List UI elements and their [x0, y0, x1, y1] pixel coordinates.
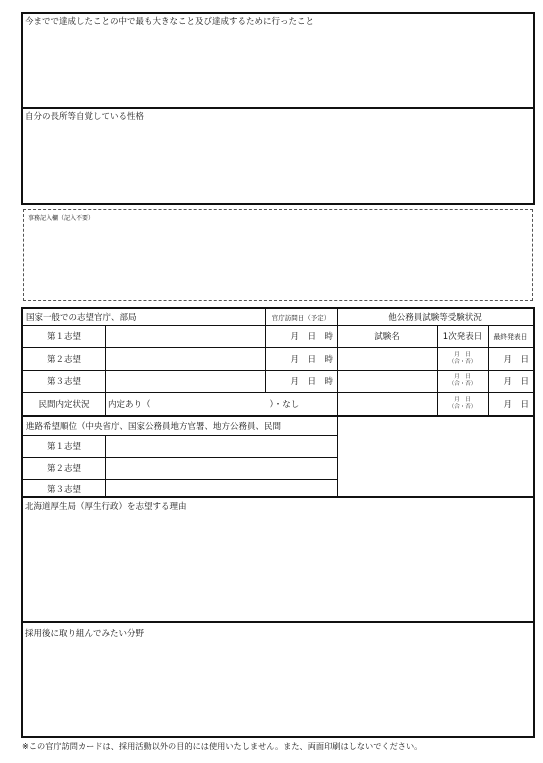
career-1-input[interactable] — [105, 435, 337, 457]
exam-3-first-pass-fail: （合・否） — [448, 403, 477, 410]
strengths-answer-area[interactable] — [23, 125, 533, 203]
achievement-label: 今までで達成したことの中で最も大きなこと及び達成するために行ったこと — [25, 17, 315, 27]
motivation-label: 北海道厚生局（厚生行政）を志望する理由 — [25, 502, 187, 512]
exam-1-final-date[interactable]: 月 日 — [503, 354, 529, 365]
first-result-header: 1次発表日 — [442, 332, 483, 342]
career-2-label: 第２志望 — [46, 464, 81, 474]
future-field-answer-area[interactable] — [23, 641, 533, 736]
private-offer-value[interactable]: 内定あり（ ）・なし — [108, 399, 300, 410]
motivation-section — [21, 496, 535, 623]
future-field-label: 採用後に取り組んでみたい分野 — [25, 629, 145, 639]
choice-1-input[interactable] — [105, 325, 265, 347]
exam-1-first-result[interactable] — [437, 347, 488, 370]
choice-2-input[interactable] — [105, 347, 265, 370]
achievement-answer-area[interactable] — [23, 30, 533, 107]
career-preference-header: 進路希望順位（中央省庁、国家公務員地方官署、地方公務員、民間 — [26, 421, 282, 432]
exam-2-name-input[interactable] — [337, 370, 437, 392]
strengths-label: 自分の長所等自覚している性格 — [25, 112, 145, 122]
future-field-section — [21, 621, 535, 738]
exam-2-first-pass-fail: （合・否） — [448, 381, 477, 387]
motivation-answer-area[interactable] — [23, 514, 533, 621]
choice-1-visit-date[interactable]: 月 日 時 — [290, 332, 333, 342]
choice-2-visit-date[interactable]: 月 日 時 — [290, 354, 333, 365]
exam-1-name-input[interactable] — [337, 347, 437, 370]
choice-header-title: 国家一般での志望官庁、部局 — [26, 313, 137, 323]
choice-1-label: 第１志望 — [46, 332, 81, 342]
visit-date-header: 官庁訪問日（予定） — [271, 313, 331, 322]
footer-note: ※この官庁訪問カードは、採用活動以外の目的には使用いたしません。また、両面印刷はしないでください。 — [22, 741, 423, 751]
exam-3-final-date[interactable]: 月 日 — [503, 399, 529, 410]
exam-name-header: 試験名 — [374, 332, 400, 342]
choice-3-label: 第３志望 — [46, 377, 81, 387]
private-offer-label: 民間内定状況 — [38, 399, 90, 410]
achievement-section — [21, 12, 535, 109]
final-result-header: 最終発表日 — [493, 333, 528, 341]
career-1-label: 第１志望 — [46, 442, 81, 452]
exam-3-name-input[interactable] — [337, 392, 437, 415]
career-3-label: 第３志望 — [46, 484, 81, 495]
exam-status-header: 他公務員試験等受験状況 — [388, 313, 482, 323]
choices-table — [21, 307, 535, 498]
career-2-input[interactable] — [105, 457, 337, 479]
exam-1-first-date: 月 日 — [454, 351, 471, 358]
exam-2-final-date[interactable]: 月 日 — [503, 377, 529, 387]
choice-2-label: 第２志望 — [46, 354, 81, 365]
office-use-label: 事務記入欄（記入不要） — [28, 215, 95, 222]
choice-3-visit-date[interactable]: 月 日 時 — [290, 377, 333, 387]
exam-2-first-result[interactable] — [437, 370, 488, 392]
exam-2-first-date: 月 日 — [454, 374, 471, 380]
exam-3-first-date: 月 日 — [454, 396, 471, 403]
office-use-box — [23, 209, 533, 301]
exam-1-first-pass-fail: （合・否） — [448, 358, 477, 365]
exam-3-first-result[interactable] — [437, 392, 488, 415]
strengths-section — [21, 107, 535, 205]
choice-3-input[interactable] — [105, 370, 265, 392]
